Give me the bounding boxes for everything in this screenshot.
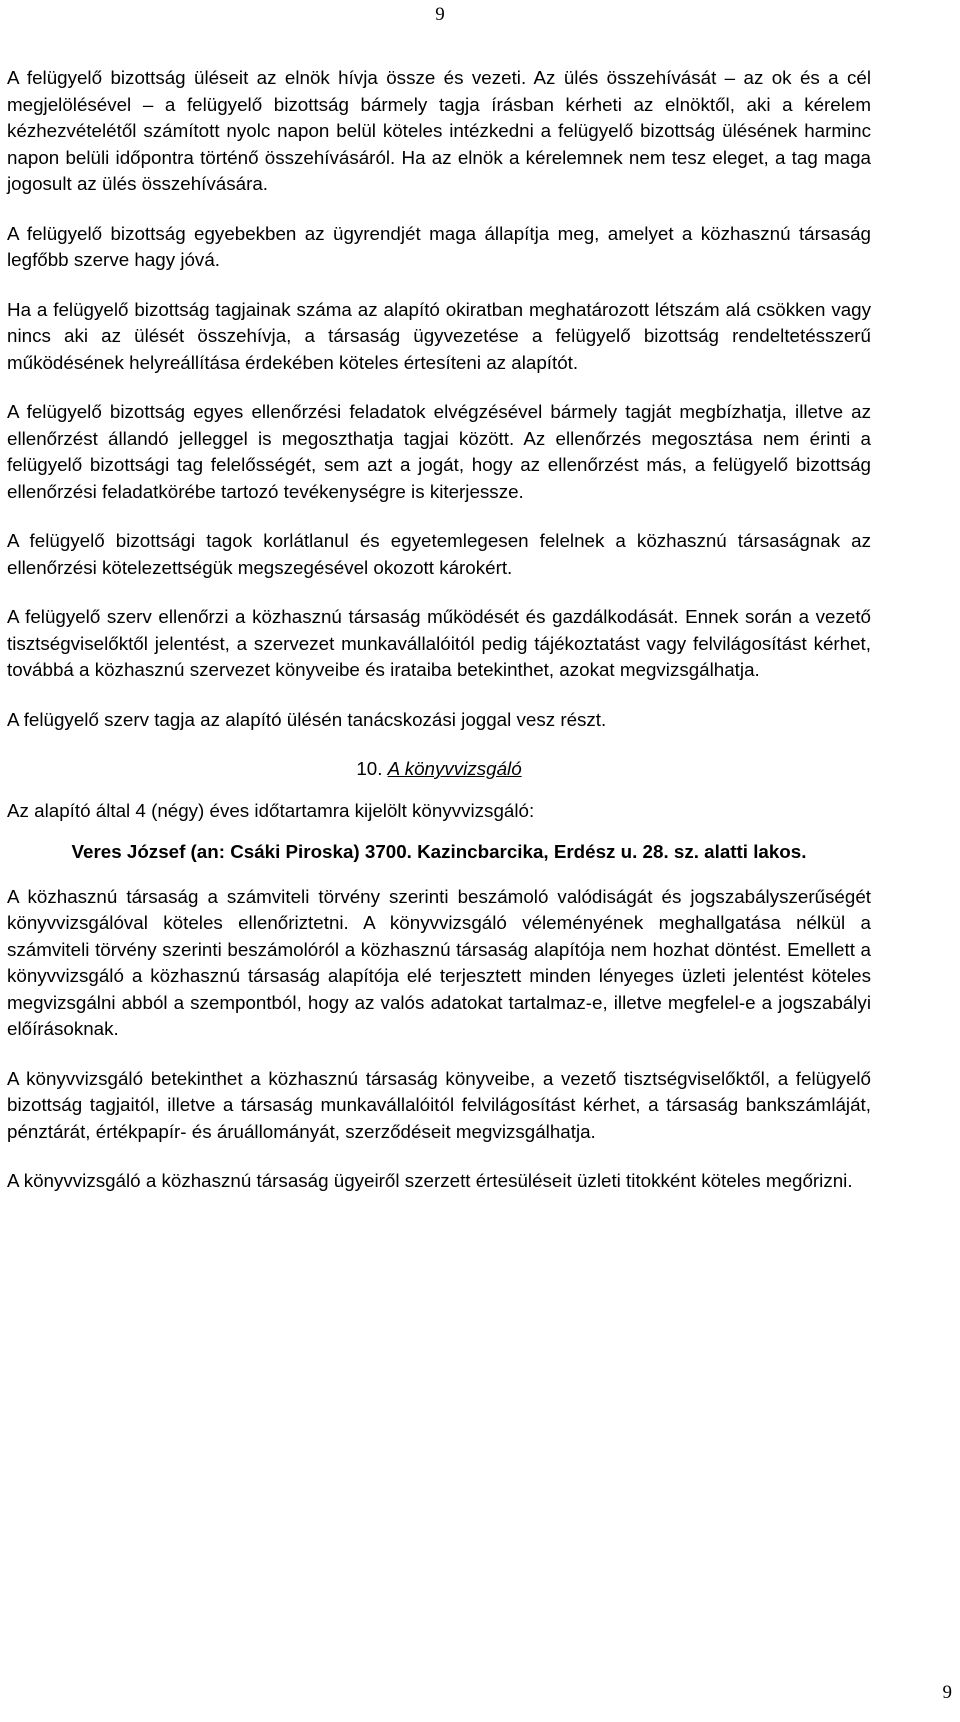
paragraph-advisory-right: A felügyelő szerv tagja az alapító ülésén tanácskozási joggal vesz részt. [7,708,607,730]
paragraph-liability: A felügyelő bizottsági tagok korlátlanul és egyetemlegesen felelnek a közhasznú társaságnak az ellenőrzési kötelezettségük megszegésével okozott károkért. [7,530,871,578]
paragraph-rules-of-procedure: A felügyelő bizottság egyebekben az ügyrendjét maga állapítja meg, amelyet a közhasznú társaság legfőbb szerve hagy jóvá. [7,222,871,270]
paragraph-auditor-confidentiality: A könyvvizsgáló a közhasznú társaság ügyeiről szerzett értesüléseit üzleti titokként köteles megőrizni. [7,1170,853,1191]
document-body [7,65,871,1218]
section-number: 10. [356,758,383,779]
section-title: A könyvvizsgáló [387,758,522,779]
paragraph-auditor-duties: A közhasznú társaság a számviteli törvény szerinti beszámoló valódiságát és jogszabályszerűségét könyvvizsgálóval köteles ellenőriztetni. A könyvvizsgáló véleményének meghallgatása nélkül a számviteli törvény szerinti beszámolóról a közhasznú társaság alapítója nem hozhat döntést. Emellett a könyvvizsgáló a közhasznú társaság alapítója elé terjesztett minden lényeges üzleti jelentést köteles megvizsgálni abból a szempontból, hogy az valós adatokat tartalmaz-e, illetve megfelel-e a jogszabályi előírásoknak. [7,885,871,1039]
paragraph-supervision: A felügyelő szerv ellenőrzi a közhasznú társaság működését és gazdálkodását. Ennek során a vezető tisztségviselőktől jelentést, a szervezet munkavállalóitól pedig tájékoztatást vagy felvilágosítást kérhet, továbbá a közhasznú szervezet könyveibe és irataiba betekinthet, azokat megvizsgálhatja. [7,606,871,680]
page-number-bottom: 9 [942,1682,952,1703]
paragraph-membership-decrease: Ha a felügyelő bizottság tagjainak száma az alapító okiratban meghatározott létszám alá csökken vagy nincs aki az ülését összehívja, a társaság ügyvezetése a felügyelő bizottság rendeltetésszerű működésének helyreállítása érdekében köteles értesíteni az alapítót. [7,298,871,373]
paragraph-board-meetings: A felügyelő bizottság üléseit az elnök hívja össze és vezeti. Az ülés összehívását – az ok és a cél megjelölésével – a felügyelő bizottság bármely tagja írásban kérheti az elnöktől, aki a kérelem kézhezvételétől számított nyolc napon belül köteles intézkedni a felügyelő bizottság ülésének harminc napon belüli időpontra történő összehívásáról. Ha az elnök a kérelemnek nem tesz eleget, a tag maga jogosult az ülés összehívására. [7,67,871,194]
page-number-top: 9 [435,4,445,25]
paragraph-auditor-access: A könyvvizsgáló betekinthet a közhasznú társaság könyveibe, a vezető tisztségviselőktől, a felügyelő bizottság tagjaitól, illetve a társaság munkavállalóitól felvilágosítást kérhet, a társaság bankszámláját, pénztárát, értékpapír- és áruállományát, szerződéseit megvizsgálhatja. [7,1067,871,1142]
paragraph-control-tasks: A felügyelő bizottság egyes ellenőrzési feladatok elvégzésével bármely tagját megbízhatja, illetve az ellenőrzést állandó jelleggel is megoszthatja tagjai között. Az ellenőrzés megosztása nem érinti a felügyelő bizottsági tag felelősségét, sem azt a jogát, hogy az ellenőrzést más, a felügyelő bizottság ellenőrzési feladatkörébe tartozó tevékenységre is kiterjessze. [7,401,871,502]
auditor-name: Veres József (an: Csáki Piroska) 3700. Kazincbarcika, Erdész u. 28. sz. alatti lakos. [71,841,807,862]
section-heading [7,756,871,783]
auditor-intro: Az alapító által 4 (négy) éves időtartamra kijelölt könyvvizsgáló: [7,799,535,821]
